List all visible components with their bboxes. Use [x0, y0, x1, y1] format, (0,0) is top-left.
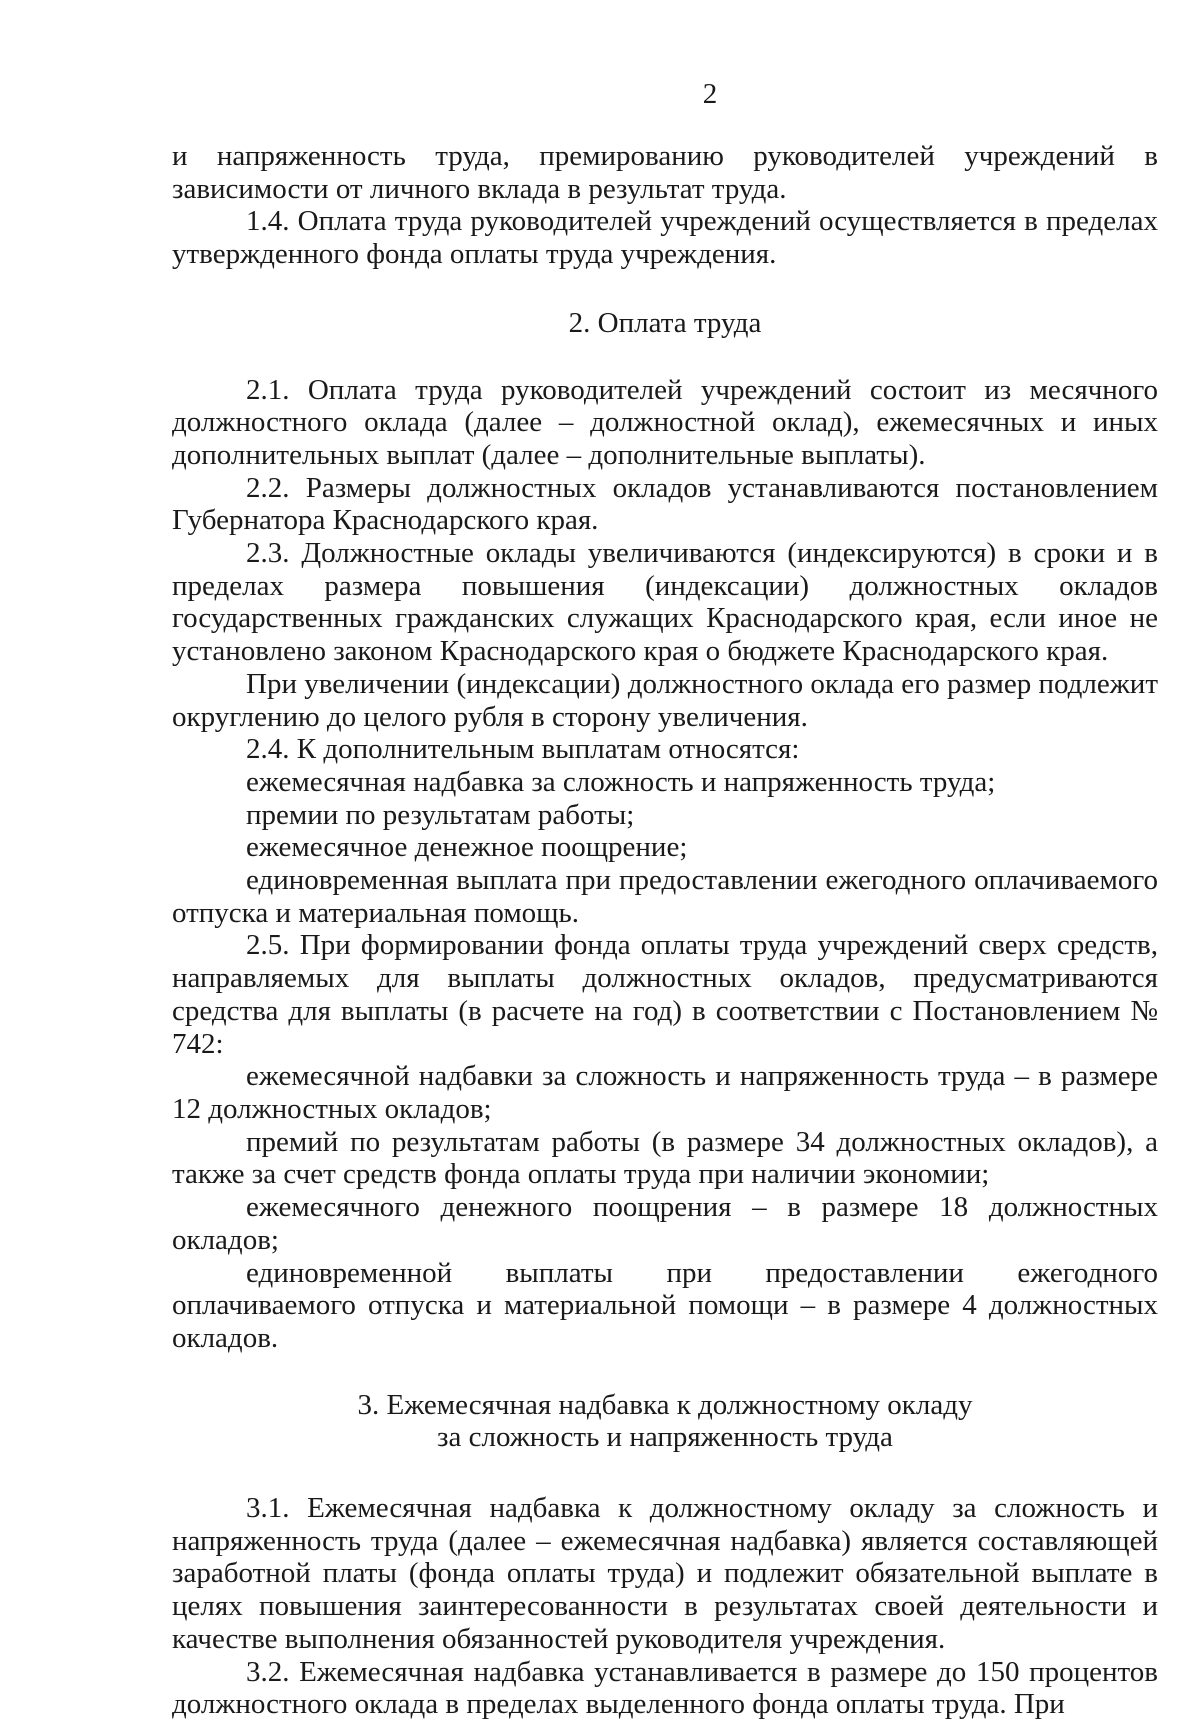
list-item: ежемесячного денежного поощрения – в размере 18 должностных окладов;	[172, 1191, 1158, 1256]
page-number: 2	[702, 78, 718, 110]
paragraph-2-4: 2.4. К дополнительным выплатам относятся:	[246, 733, 800, 766]
paragraph-1-4: 1.4. Оплата труда руководителей учреждений осуществляется в пределах утвержденного фонда оплаты труда учреждения.	[172, 205, 1158, 271]
paragraph-2-3-rounding: При увеличении (индексации) должностного оклада его размер подлежит округлению до целого рубля в сторону увеличения.	[172, 667, 1158, 733]
list-item: премии по результатам работы;	[246, 798, 635, 831]
section-heading-2: 2. Оплата труда	[568, 306, 762, 339]
paragraph-2-5: 2.5. При формировании фонда оплаты труда учреждений сверх средств, направляемых для выплаты должностных окладов, предусматриваются средства для выплаты (в расчете на год) в соответствии с Постановлением № 742:	[172, 929, 1158, 1060]
list-item: единовременной выплаты при предоставлении ежегодного оплачиваемого отпуска и материальной помощи – в размере 4 должностных окладов.	[172, 1256, 1158, 1354]
list-item: премий по результатам работы (в размере 34 должностных окладов), а также за счет средств фонда оплаты труда при наличии экономии;	[172, 1125, 1158, 1191]
list-item: ежемесячной надбавки за сложность и напряженность труда – в размере 12 должностных окладов;	[172, 1060, 1158, 1125]
paragraph-3-1: 3.1. Ежемесячная надбавка к должностному окладу за сложность и напряженность труда (далее – ежемесячная надбавка) является составляющей заработной платы (фонда оплаты труда) и подлежит обязательной выплате в целях повышения заинтересованности в результатах своей деятельности и качестве выполнения обязанностей руководителя учреждения.	[172, 1492, 1158, 1655]
list-item: ежемесячное денежное поощрение;	[246, 831, 688, 864]
list-item: единовременная выплата при предоставлении ежегодного оплачиваемого отпуска и материальная помощь.	[172, 864, 1158, 929]
paragraph-2-2: 2.2. Размеры должностных окладов устанавливаются постановлением Губернатора Краснодарского края.	[172, 471, 1158, 537]
list-item: ежемесячная надбавка за сложность и напряженность труда;	[246, 765, 996, 798]
paragraph-continuation: и напряженность труда, премированию руководителей учреждений в зависимости от личного вклада в результат труда.	[172, 140, 1158, 205]
document-body	[172, 140, 1158, 1721]
paragraph-2-1: 2.1. Оплата труда руководителей учреждений состоит из месячного должностного оклада (далее – должностной оклад), ежемесячных и иных дополнительных выплат (далее – дополнительные выплаты).	[172, 373, 1158, 471]
section-heading-3-line-2: за сложность и напряженность труда	[437, 1421, 893, 1454]
paragraph-3-2: 3.2. Ежемесячная надбавка устанавливается в размере до 150 процентов должностного оклада в пределах выделенного фонда оплаты труда. При	[172, 1655, 1158, 1721]
paragraph-2-3: 2.3. Должностные оклады увеличиваются (индексируются) в сроки и в пределах размера повышения (индексации) должностных окладов государственных гражданских служащих Краснодарского края, если иное не установлено законом Краснодарского края о бюджете Краснодарского края.	[172, 537, 1158, 668]
section-heading-3-line-1: 3. Ежемесячная надбавка к должностному окладу	[357, 1388, 973, 1421]
